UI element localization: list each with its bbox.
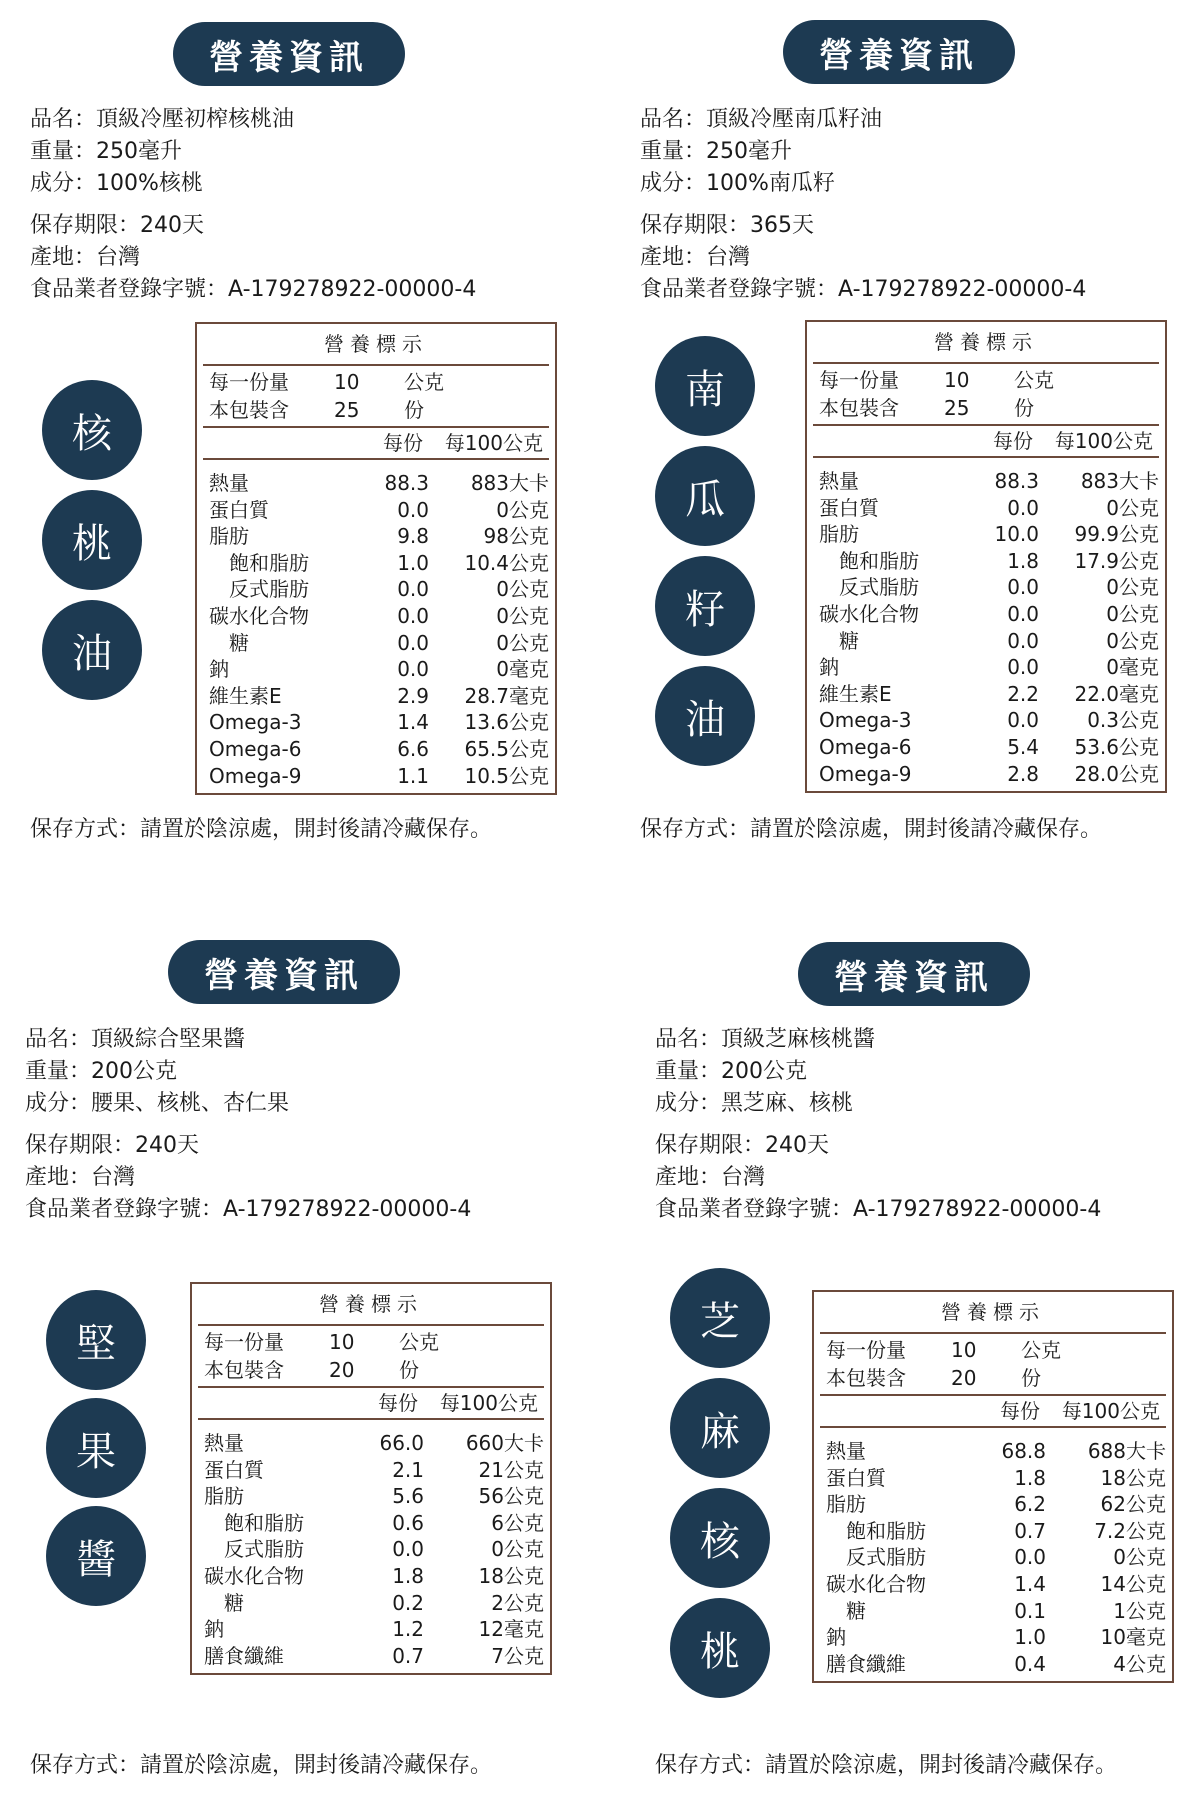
per-serving-header: 每份 bbox=[1000, 1399, 1040, 1423]
per-serving-value: 2.8 bbox=[1007, 761, 1039, 786]
serving-value: 10 bbox=[951, 1338, 977, 1362]
nutrient-row bbox=[209, 736, 549, 763]
nutrient-row bbox=[826, 1598, 1166, 1625]
nutrient-name: Omega-9 bbox=[209, 763, 302, 788]
nutrient-row bbox=[209, 603, 549, 630]
nutrient-row bbox=[204, 1563, 544, 1590]
nutrient-name: 熱量 bbox=[204, 1431, 244, 1455]
nutrient-name: 鈉 bbox=[209, 657, 229, 682]
package-unit: 份 bbox=[404, 398, 424, 422]
product-weight: 重量：200公克 bbox=[25, 1059, 177, 1084]
nutrient-row bbox=[204, 1457, 544, 1484]
per-serving-value: 0.0 bbox=[1007, 575, 1039, 600]
nutrient-list bbox=[197, 460, 555, 793]
side-char-circle: 麻 bbox=[670, 1378, 770, 1478]
per-100g-value: 0公克 bbox=[496, 630, 549, 655]
per-serving-value: 0.0 bbox=[1014, 1545, 1046, 1570]
per-serving-value: 0.0 bbox=[397, 497, 429, 522]
nutrition-table bbox=[805, 320, 1167, 793]
per-serving-value: 0.2 bbox=[392, 1590, 424, 1615]
per-100g-value: 10.5公克 bbox=[464, 763, 549, 788]
per-100g-value: 10毫克 bbox=[1100, 1625, 1166, 1650]
product-ingredients: 成分：100%核桃 bbox=[30, 171, 203, 196]
side-char-circle: 堅 bbox=[46, 1290, 146, 1390]
nutrient-name: 飽和脂肪 bbox=[839, 548, 919, 573]
package-unit: 份 bbox=[1021, 1366, 1041, 1390]
nutrient-name: 糖 bbox=[224, 1590, 244, 1615]
shelf-life: 保存期限：240天 bbox=[30, 213, 204, 238]
nutrient-name: 反式脂肪 bbox=[229, 577, 309, 602]
nutrient-name: 鈉 bbox=[826, 1625, 846, 1650]
serving-unit: 公克 bbox=[399, 1330, 439, 1354]
serving-value: 10 bbox=[329, 1330, 355, 1354]
package-label: 本包裝含 bbox=[204, 1358, 284, 1382]
per-100g-value: 0.3公克 bbox=[1087, 708, 1159, 733]
per-100g-value: 6公克 bbox=[491, 1510, 544, 1535]
per-100g-value: 0公克 bbox=[1106, 495, 1159, 520]
per-100g-header: 每100公克 bbox=[1061, 1399, 1160, 1423]
per-serving-value: 1.2 bbox=[392, 1617, 424, 1642]
per-serving-value: 0.0 bbox=[1007, 628, 1039, 653]
package-value: 25 bbox=[944, 396, 970, 420]
per-serving-value: 0.0 bbox=[1007, 601, 1039, 626]
package-value: 20 bbox=[329, 1358, 355, 1382]
nutrient-row bbox=[209, 656, 549, 683]
per-100g-value: 688大卡 bbox=[1087, 1439, 1166, 1463]
per-serving-value: 2.2 bbox=[1007, 681, 1039, 706]
nutrient-name: 反式脂肪 bbox=[224, 1537, 304, 1562]
nutrient-name: 熱量 bbox=[209, 471, 249, 495]
per-serving-value: 0.0 bbox=[397, 603, 429, 628]
serving-info bbox=[198, 1326, 544, 1388]
nutrient-list bbox=[807, 458, 1165, 791]
product-name: 品名：頂級綜合堅果醬 bbox=[25, 1027, 246, 1052]
column-header bbox=[203, 428, 549, 460]
per-serving-value: 1.1 bbox=[397, 763, 429, 788]
per-serving-value: 2.1 bbox=[392, 1457, 424, 1482]
per-100g-value: 18公克 bbox=[478, 1563, 544, 1588]
nutrient-row bbox=[819, 548, 1159, 575]
per-100g-value: 883大卡 bbox=[470, 471, 549, 495]
nutrient-row bbox=[819, 734, 1159, 761]
package-row bbox=[204, 1356, 538, 1384]
storage-instructions: 保存方式：請置於陰涼處，開封後請冷藏保存。 bbox=[655, 1753, 1118, 1778]
nutrition-table-title: 營養標示 bbox=[198, 1284, 544, 1326]
per-100g-value: 0公克 bbox=[1113, 1545, 1166, 1570]
nutrient-list bbox=[814, 1428, 1172, 1681]
side-char-circle: 芝 bbox=[670, 1268, 770, 1368]
per-100g-value: 53.6公克 bbox=[1074, 734, 1159, 759]
per-serving-value: 6.2 bbox=[1014, 1492, 1046, 1517]
per-100g-value: 99.9公克 bbox=[1074, 522, 1159, 547]
nutrient-name: 飽和脂肪 bbox=[224, 1510, 304, 1535]
nutrient-row bbox=[209, 683, 549, 710]
origin: 產地：台灣 bbox=[640, 245, 751, 270]
nutrient-name: 飽和脂肪 bbox=[846, 1518, 926, 1543]
nutrient-name: 脂肪 bbox=[209, 524, 249, 549]
side-char-circle: 核 bbox=[670, 1488, 770, 1588]
package-row bbox=[826, 1364, 1160, 1392]
per-100g-value: 65.5公克 bbox=[464, 736, 549, 761]
panel-sesame-walnut-butter bbox=[630, 920, 1190, 1800]
nutrient-row bbox=[826, 1544, 1166, 1571]
per-100g-value: 0毫克 bbox=[1106, 655, 1159, 680]
nutrient-name: 蛋白質 bbox=[819, 495, 879, 520]
nutrient-name: 碳水化合物 bbox=[826, 1571, 926, 1596]
side-char-circle: 籽 bbox=[655, 556, 755, 656]
nutrient-row bbox=[819, 468, 1159, 495]
nutrition-table bbox=[812, 1290, 1174, 1683]
per-serving-value: 0.4 bbox=[1014, 1651, 1046, 1676]
per-serving-value: 1.4 bbox=[397, 710, 429, 735]
nutrient-list bbox=[192, 1420, 550, 1673]
per-serving-header: 每份 bbox=[993, 429, 1033, 453]
nutrient-name: 飽和脂肪 bbox=[229, 550, 309, 575]
nutrient-row bbox=[819, 601, 1159, 628]
serving-row bbox=[204, 1328, 538, 1356]
per-serving-value: 10.0 bbox=[994, 522, 1039, 547]
per-serving-value: 0.6 bbox=[392, 1510, 424, 1535]
nutrient-row bbox=[819, 707, 1159, 734]
product-ingredients: 成分：100%南瓜籽 bbox=[640, 171, 835, 196]
per-serving-value: 1.4 bbox=[1014, 1571, 1046, 1596]
package-label: 本包裝含 bbox=[209, 398, 289, 422]
package-unit: 份 bbox=[399, 1358, 419, 1382]
per-100g-value: 13.6公克 bbox=[464, 710, 549, 735]
per-serving-value: 1.8 bbox=[392, 1563, 424, 1588]
nutrient-name: 糖 bbox=[846, 1598, 866, 1623]
nutrient-name: 蛋白質 bbox=[209, 497, 269, 522]
per-100g-value: 17.9公克 bbox=[1074, 548, 1159, 573]
product-ingredients: 成分：腰果、核桃、杏仁果 bbox=[25, 1091, 290, 1116]
nutrient-row bbox=[204, 1430, 544, 1457]
nutrient-name: 熱量 bbox=[819, 469, 859, 493]
nutrition-table bbox=[195, 322, 557, 795]
nutrition-table bbox=[190, 1282, 552, 1675]
package-value: 25 bbox=[334, 398, 360, 422]
per-serving-value: 0.0 bbox=[1007, 495, 1039, 520]
nutrient-name: 碳水化合物 bbox=[819, 601, 919, 626]
registration-number: 食品業者登錄字號：A-179278922-00000-4 bbox=[30, 277, 477, 302]
nutrient-row bbox=[819, 628, 1159, 655]
nutrition-table-title: 營養標示 bbox=[820, 1292, 1166, 1334]
nutrient-name: 反式脂肪 bbox=[846, 1545, 926, 1570]
nutrient-row bbox=[204, 1643, 544, 1670]
side-char-circle: 核 bbox=[42, 380, 142, 480]
nutrient-row bbox=[826, 1465, 1166, 1492]
serving-unit: 公克 bbox=[1021, 1338, 1061, 1362]
per-100g-value: 2公克 bbox=[491, 1590, 544, 1615]
serving-info bbox=[203, 366, 549, 428]
nutrient-name: 膳食纖維 bbox=[826, 1651, 906, 1676]
per-100g-value: 660大卡 bbox=[465, 1431, 544, 1455]
origin: 產地：台灣 bbox=[25, 1165, 136, 1190]
panel-walnut-oil bbox=[0, 0, 560, 880]
package-label: 本包裝含 bbox=[826, 1366, 906, 1390]
per-serving-value: 1.8 bbox=[1014, 1465, 1046, 1490]
serving-row bbox=[209, 368, 543, 396]
product-weight: 重量：250毫升 bbox=[640, 139, 792, 164]
serving-info bbox=[820, 1334, 1166, 1396]
nutrient-name: 糖 bbox=[839, 628, 859, 653]
per-100g-header: 每100公克 bbox=[1054, 429, 1153, 453]
side-char-circle: 醬 bbox=[46, 1506, 146, 1606]
serving-label: 每一份量 bbox=[209, 370, 289, 394]
nutrient-name: 碳水化合物 bbox=[209, 603, 309, 628]
per-serving-value: 0.0 bbox=[397, 657, 429, 682]
nutrient-name: Omega-3 bbox=[209, 710, 302, 735]
nutrient-name: 脂肪 bbox=[819, 522, 859, 547]
product-ingredients: 成分：黑芝麻、核桃 bbox=[655, 1091, 854, 1116]
per-100g-value: 12毫克 bbox=[478, 1617, 544, 1642]
per-serving-value: 68.8 bbox=[1001, 1439, 1046, 1463]
package-label: 本包裝含 bbox=[819, 396, 899, 420]
nutrient-row bbox=[819, 761, 1159, 788]
nutrient-row bbox=[819, 495, 1159, 522]
per-100g-value: 28.0公克 bbox=[1074, 761, 1159, 786]
nutrient-row bbox=[209, 630, 549, 657]
per-serving-value: 88.3 bbox=[384, 471, 429, 495]
per-serving-header: 每份 bbox=[378, 1391, 418, 1415]
per-100g-value: 62公克 bbox=[1100, 1492, 1166, 1517]
nutrient-name: 熱量 bbox=[826, 1439, 866, 1463]
per-serving-value: 0.0 bbox=[1007, 708, 1039, 733]
package-row bbox=[819, 394, 1153, 422]
per-100g-value: 18公克 bbox=[1100, 1465, 1166, 1490]
per-serving-value: 1.0 bbox=[397, 550, 429, 575]
side-char-circle: 果 bbox=[46, 1398, 146, 1498]
per-serving-value: 1.8 bbox=[1007, 548, 1039, 573]
per-serving-value: 0.1 bbox=[1014, 1598, 1046, 1623]
nutrient-row bbox=[826, 1491, 1166, 1518]
panel-title: 營養資訊 bbox=[168, 940, 400, 1004]
per-100g-value: 4公克 bbox=[1113, 1651, 1166, 1676]
per-serving-value: 66.0 bbox=[379, 1431, 424, 1455]
per-100g-value: 7公克 bbox=[491, 1643, 544, 1668]
registration-number: 食品業者登錄字號：A-179278922-00000-4 bbox=[25, 1197, 472, 1222]
nutrient-row bbox=[209, 497, 549, 524]
product-info bbox=[30, 104, 476, 306]
nutrient-row bbox=[209, 523, 549, 550]
per-100g-value: 1公克 bbox=[1113, 1598, 1166, 1623]
per-100g-value: 21公克 bbox=[478, 1457, 544, 1482]
package-unit: 份 bbox=[1014, 396, 1034, 420]
serving-unit: 公克 bbox=[404, 370, 444, 394]
product-name: 品名：頂級芝麻核桃醬 bbox=[655, 1027, 876, 1052]
nutrient-row bbox=[209, 763, 549, 790]
nutrient-name: 維生素E bbox=[209, 683, 282, 708]
product-info bbox=[640, 104, 1086, 306]
per-100g-value: 0公克 bbox=[1106, 628, 1159, 653]
serving-info bbox=[813, 364, 1159, 426]
panel-pumpkin-seed-oil bbox=[610, 0, 1170, 880]
side-char-circle: 油 bbox=[42, 600, 142, 700]
registration-number: 食品業者登錄字號：A-179278922-00000-4 bbox=[655, 1197, 1102, 1222]
serving-value: 10 bbox=[944, 368, 970, 392]
nutrient-row bbox=[826, 1651, 1166, 1678]
per-100g-value: 98公克 bbox=[483, 524, 549, 549]
per-serving-value: 6.6 bbox=[397, 736, 429, 761]
nutrient-name: 膳食纖維 bbox=[204, 1643, 284, 1668]
nutrient-row bbox=[204, 1510, 544, 1537]
nutrition-table-title: 營養標示 bbox=[813, 322, 1159, 364]
per-100g-value: 28.7毫克 bbox=[464, 683, 549, 708]
nutrient-name: 鈉 bbox=[819, 655, 839, 680]
nutrient-name: 蛋白質 bbox=[204, 1457, 264, 1482]
serving-row bbox=[826, 1336, 1160, 1364]
serving-value: 10 bbox=[334, 370, 360, 394]
nutrition-table-title: 營養標示 bbox=[203, 324, 549, 366]
column-header bbox=[820, 1396, 1166, 1428]
per-100g-value: 7.2公克 bbox=[1094, 1518, 1166, 1543]
per-serving-value: 0.0 bbox=[392, 1537, 424, 1562]
nutrient-row bbox=[209, 576, 549, 603]
nutrient-row bbox=[204, 1616, 544, 1643]
per-serving-value: 0.0 bbox=[397, 630, 429, 655]
shelf-life: 保存期限：240天 bbox=[655, 1133, 829, 1158]
per-100g-header: 每100公克 bbox=[439, 1391, 538, 1415]
nutrient-name: 鈉 bbox=[204, 1617, 224, 1642]
per-serving-value: 0.0 bbox=[397, 577, 429, 602]
nutrient-name: 反式脂肪 bbox=[839, 575, 919, 600]
per-serving-value: 1.0 bbox=[1014, 1625, 1046, 1650]
nutrient-row bbox=[204, 1536, 544, 1563]
serving-label: 每一份量 bbox=[204, 1330, 284, 1354]
per-serving-value: 88.3 bbox=[994, 469, 1039, 493]
nutrient-row bbox=[826, 1624, 1166, 1651]
column-header bbox=[813, 426, 1159, 458]
storage-instructions: 保存方式：請置於陰涼處，開封後請冷藏保存。 bbox=[30, 1753, 493, 1778]
shelf-life: 保存期限：240天 bbox=[25, 1133, 199, 1158]
panel-title: 營養資訊 bbox=[798, 942, 1030, 1006]
serving-label: 每一份量 bbox=[819, 368, 899, 392]
per-100g-value: 883大卡 bbox=[1080, 469, 1159, 493]
shelf-life: 保存期限：365天 bbox=[640, 213, 814, 238]
nutrient-name: Omega-9 bbox=[819, 761, 912, 786]
nutrient-row bbox=[819, 521, 1159, 548]
nutrient-row bbox=[819, 681, 1159, 708]
nutrient-row bbox=[209, 550, 549, 577]
per-serving-value: 5.4 bbox=[1007, 734, 1039, 759]
panel-title: 營養資訊 bbox=[173, 22, 405, 86]
nutrient-name: 糖 bbox=[229, 630, 249, 655]
per-100g-value: 10.4公克 bbox=[464, 550, 549, 575]
per-serving-value: 0.7 bbox=[1014, 1518, 1046, 1543]
nutrient-name: Omega-3 bbox=[819, 708, 912, 733]
origin: 產地：台灣 bbox=[30, 245, 141, 270]
product-info bbox=[25, 1024, 471, 1226]
product-info bbox=[655, 1024, 1101, 1226]
nutrient-row bbox=[826, 1518, 1166, 1545]
nutrient-row bbox=[826, 1438, 1166, 1465]
product-name: 品名：頂級冷壓南瓜籽油 bbox=[640, 107, 883, 132]
registration-number: 食品業者登錄字號：A-179278922-00000-4 bbox=[640, 277, 1087, 302]
column-header bbox=[198, 1388, 544, 1420]
package-row bbox=[209, 396, 543, 424]
nutrient-name: 蛋白質 bbox=[826, 1465, 886, 1490]
origin: 產地：台灣 bbox=[655, 1165, 766, 1190]
nutrient-row bbox=[819, 654, 1159, 681]
per-serving-header: 每份 bbox=[383, 431, 423, 455]
per-100g-value: 0公克 bbox=[496, 603, 549, 628]
per-100g-value: 0公克 bbox=[491, 1537, 544, 1562]
side-char-circle: 南 bbox=[655, 336, 755, 436]
nutrient-row bbox=[204, 1483, 544, 1510]
side-char-circle: 桃 bbox=[670, 1598, 770, 1698]
product-weight: 重量：250毫升 bbox=[30, 139, 182, 164]
nutrient-row bbox=[819, 574, 1159, 601]
package-value: 20 bbox=[951, 1366, 977, 1390]
nutrient-name: 維生素E bbox=[819, 681, 892, 706]
storage-instructions: 保存方式：請置於陰涼處，開封後請冷藏保存。 bbox=[30, 817, 493, 842]
serving-row bbox=[819, 366, 1153, 394]
nutrient-name: 碳水化合物 bbox=[204, 1563, 304, 1588]
nutrient-name: Omega-6 bbox=[819, 734, 912, 759]
product-name: 品名：頂級冷壓初榨核桃油 bbox=[30, 107, 295, 132]
per-100g-value: 0公克 bbox=[1106, 575, 1159, 600]
nutrient-row bbox=[826, 1571, 1166, 1598]
side-char-circle: 桃 bbox=[42, 490, 142, 590]
side-char-circle: 油 bbox=[655, 666, 755, 766]
per-serving-value: 9.8 bbox=[397, 524, 429, 549]
nutrient-name: 脂肪 bbox=[826, 1492, 866, 1517]
nutrient-name: Omega-6 bbox=[209, 736, 302, 761]
serving-label: 每一份量 bbox=[826, 1338, 906, 1362]
per-serving-value: 2.9 bbox=[397, 683, 429, 708]
nutrient-row bbox=[209, 709, 549, 736]
per-serving-value: 0.7 bbox=[392, 1643, 424, 1668]
per-100g-value: 0公克 bbox=[496, 577, 549, 602]
nutrient-row bbox=[204, 1590, 544, 1617]
per-100g-value: 0毫克 bbox=[496, 657, 549, 682]
panel-mixed-nut-butter bbox=[0, 920, 560, 1800]
per-serving-value: 5.6 bbox=[392, 1484, 424, 1509]
per-100g-value: 0公克 bbox=[496, 497, 549, 522]
product-weight: 重量：200公克 bbox=[655, 1059, 807, 1084]
per-100g-value: 14公克 bbox=[1100, 1571, 1166, 1596]
per-100g-value: 56公克 bbox=[478, 1484, 544, 1509]
side-char-circle: 瓜 bbox=[655, 446, 755, 546]
storage-instructions: 保存方式：請置於陰涼處，開封後請冷藏保存。 bbox=[640, 817, 1103, 842]
nutrient-row bbox=[209, 470, 549, 497]
per-serving-value: 0.0 bbox=[1007, 655, 1039, 680]
nutrient-name: 脂肪 bbox=[204, 1484, 244, 1509]
serving-unit: 公克 bbox=[1014, 368, 1054, 392]
panel-title: 營養資訊 bbox=[783, 20, 1015, 84]
per-100g-header: 每100公克 bbox=[444, 431, 543, 455]
per-100g-value: 22.0毫克 bbox=[1074, 681, 1159, 706]
per-100g-value: 0公克 bbox=[1106, 601, 1159, 626]
